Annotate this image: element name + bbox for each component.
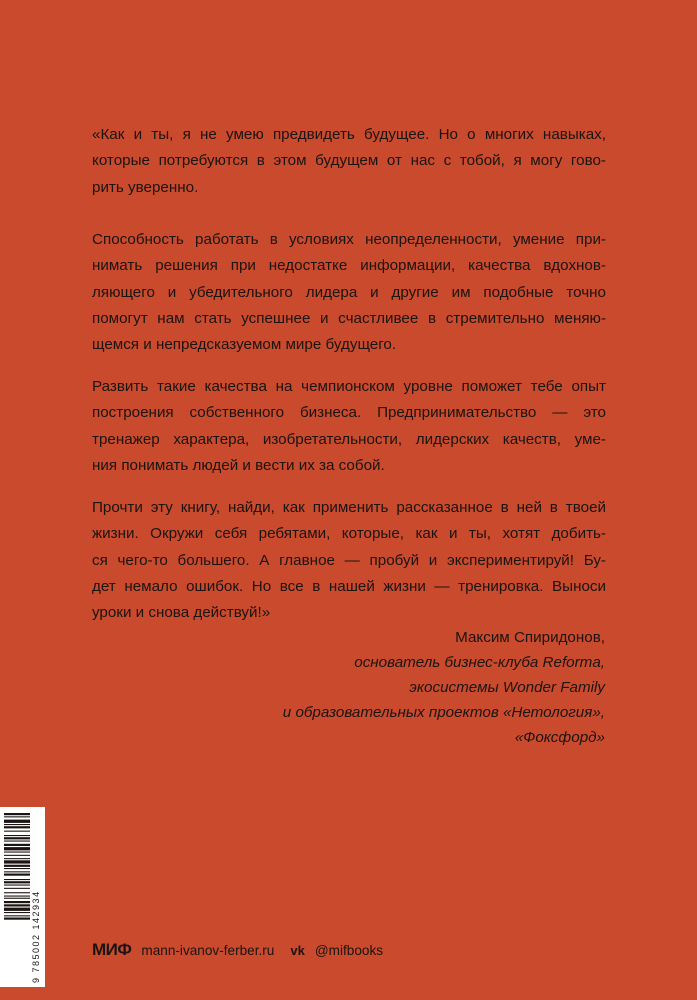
barcode-bar	[4, 816, 30, 817]
barcode-bar	[4, 904, 30, 906]
text-line: ляющего и убедительного лидера и другие им подобные точно	[92, 283, 606, 301]
barcode-bar	[4, 813, 30, 815]
text-line: Развить такие качества на чемпионском уровне поможет тебе опыт	[92, 378, 606, 395]
barcode-bar	[4, 824, 30, 825]
barcode-bar	[4, 831, 30, 832]
quote-paragraph-1	[92, 122, 606, 201]
author-role: «Фоксфорд»	[514, 729, 605, 746]
barcode-bar	[4, 826, 30, 828]
barcode-bar	[4, 888, 30, 889]
text-line: помогут нам стать успешнее и счастливее в стремительно меняю-	[92, 309, 606, 327]
author-role: и образовательных проектов «Нетология»,	[282, 704, 605, 721]
barcode-graphic	[0, 807, 45, 987]
barcode-bar	[4, 881, 30, 883]
barcode-bar	[4, 908, 30, 911]
barcode-bar	[4, 879, 30, 880]
barcode-bar	[4, 820, 30, 823]
website-link[interactable]: mann-ivanov-ferber.ru	[141, 942, 275, 958]
barcode-bar	[4, 865, 30, 867]
barcode-bar	[4, 847, 30, 850]
barcode-bar	[4, 918, 30, 920]
author-role: экосистемы Wonder Family	[409, 679, 605, 696]
barcode-bar	[4, 852, 30, 853]
text-line: Прочти эту книгу, найди, как применить рассказанное в ней в твоей	[92, 499, 606, 516]
text-line: дет немало ошибок. Но все в нашей жизни — тренировка. Выноси	[92, 577, 606, 595]
barcode-bar	[4, 898, 30, 899]
quote-paragraph-2	[92, 227, 606, 358]
text-line: которые потребуются в этом будущем от нас с тобой, я могу гово-	[92, 152, 606, 170]
barcode-bar	[4, 835, 30, 836]
barcode-bar	[4, 868, 30, 869]
barcode-bar	[4, 874, 30, 876]
barcode-bar	[4, 871, 30, 872]
social-handle[interactable]: @mifbooks	[314, 942, 384, 958]
quote-paragraph-3	[92, 374, 606, 479]
text-line: уроки и снова действуй!»	[92, 604, 271, 622]
text-line: построения собственного бизнеса. Предпринимательство — это	[92, 404, 606, 422]
barcode-bar	[4, 855, 30, 856]
barcode-bar	[4, 901, 30, 903]
barcode-bars	[4, 813, 30, 920]
publisher-logo: МИФ	[92, 940, 132, 959]
author-name: Максим Спиридонов,	[455, 629, 605, 646]
barcode-bar	[4, 837, 30, 839]
text-line: тренажер характера, изобретательности, лидерских качеств, уме-	[92, 430, 606, 448]
barcode-bar	[4, 858, 30, 859]
quote-paragraph-4	[92, 495, 606, 626]
barcode-bar	[4, 912, 30, 913]
publisher-footer	[92, 940, 383, 960]
text-line: щемся и непредсказуемом мире будущего.	[92, 336, 397, 354]
barcode-bar	[4, 844, 30, 846]
text-line: «Как и ты, я не умею предвидеть будущее. Но о многих навыках,	[92, 126, 606, 143]
barcode-bar	[4, 860, 30, 863]
barcode-bar	[4, 841, 30, 842]
barcode-bar	[4, 896, 30, 897]
barcode-digits: 9 785002 142934	[31, 890, 41, 983]
barcode-bar	[4, 915, 30, 916]
isbn-barcode	[0, 807, 45, 987]
barcode-bar	[4, 885, 30, 886]
text-line: нимать решения при недостатке информации, качества вдохнов-	[92, 257, 606, 275]
text-line: ся чего-то большего. А главное — пробуй и экспериментируй! Бу-	[92, 551, 606, 569]
text-line: Способность работать в условиях неопределенности, умение при-	[92, 231, 606, 248]
quote-signature	[283, 625, 605, 750]
barcode-bar	[4, 892, 30, 893]
vk-icon: vk	[290, 942, 305, 958]
author-role: основатель бизнес-клуба Reforma,	[354, 654, 605, 671]
text-line: жизни. Окружи себя ребятами, которые, как и ты, хотят добить-	[92, 525, 606, 543]
text-line: рить уверенно.	[92, 178, 199, 196]
text-line: ния понимать людей и вести их за собой.	[92, 456, 385, 474]
